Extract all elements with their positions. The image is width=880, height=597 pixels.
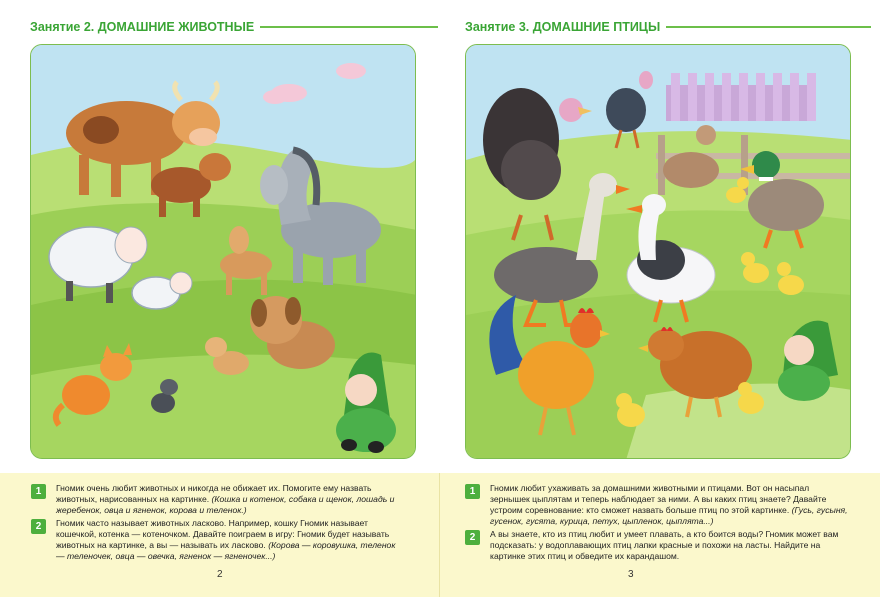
task-text: Гномик любит ухаживать за домашними животными и птицами. Вот он насыпал зернышек цыплятам и теперь наблюдает за ними. А вы каких птиц знаете? Давайте устроим соревнование: кто сможет назвать больше птиц по этой картинке. <box>490 483 827 515</box>
task-hint: (Гусь, гусыня, гусенок, гусята, курица, петух, цыпленок, цыплята...) <box>490 505 848 526</box>
lesson-title <box>465 20 871 34</box>
birds-illustration <box>465 44 851 459</box>
task-text: Гномик часто называет животных ласково. Например, кошку Гномик называет кошечкой, котенка — котеночком. Давайте поиграем в игру: Гномик будет называть животных на картинке, а вы — называть их ласково. <box>56 518 390 550</box>
animals-illustration <box>30 44 416 459</box>
title-rule <box>666 26 871 28</box>
title-rule <box>260 26 438 28</box>
lesson-title-text: Занятие 3. ДОМАШНИЕ ПТИЦЫ <box>465 20 661 34</box>
page-number: 3 <box>628 569 634 580</box>
task-panel <box>440 473 880 597</box>
task-number-badge: 1 <box>31 484 46 499</box>
lesson-title-text: Занятие 2. ДОМАШНИЕ ЖИВОТНЫЕ <box>30 20 255 34</box>
lesson-title <box>30 20 438 34</box>
task-2 <box>35 518 406 562</box>
task-number-badge: 2 <box>465 530 480 545</box>
task-hint: (Корова — коровушка, теленок — теленочек, овца — овечка, ягненок — ягненочек...) <box>56 540 396 561</box>
task-number-badge: 2 <box>31 519 46 534</box>
cloud-icon <box>336 63 366 79</box>
poultry-yard-scene <box>466 45 851 459</box>
task-2 <box>469 529 848 562</box>
page-number: 2 <box>217 569 223 580</box>
farm-animals-scene <box>31 45 416 459</box>
task-text: А вы знаете, кто из птиц любит и умеет плавать, а кто боится воды? Гномик может вам подсказать: у водоплавающих птиц лапки красные и похожи на ласты. Найдите на картинке этих птиц и обведите их карандашом. <box>490 529 839 561</box>
task-number-badge: 1 <box>465 484 480 499</box>
task-hint: (Кошка и котенок, собака и щенок, лошадь и жеребенок, овца и ягненок, корова и теленок.) <box>56 494 395 515</box>
task-1 <box>469 483 848 527</box>
fence-icon <box>666 73 816 121</box>
task-text: Гномик очень любит животных и никогда не обижает их. Помогите ему назвать животных, нарисованных на картинке. <box>56 483 372 504</box>
right-page <box>440 0 880 597</box>
task-1 <box>35 483 406 516</box>
